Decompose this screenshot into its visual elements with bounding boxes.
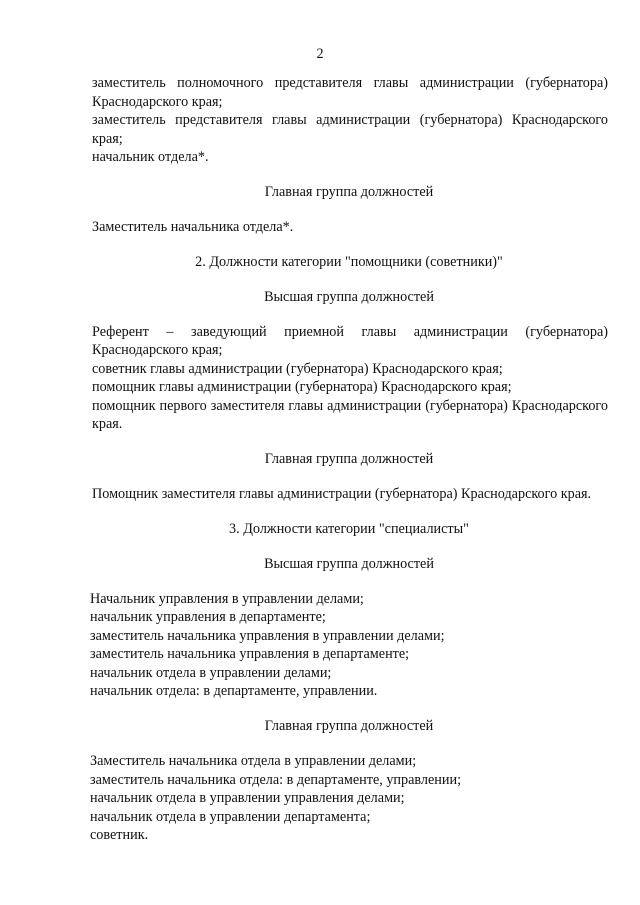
list-item: начальник отдела*.	[92, 149, 209, 165]
list-item: советник.	[90, 827, 149, 843]
list-item: Референт – заведующий приемной главы администрации (губернатора) Краснодарского края;	[92, 323, 608, 358]
position-list-2	[92, 218, 608, 237]
list-item: заместитель начальника управления в управлении делами;	[90, 627, 445, 644]
group-heading-high-2: Высшая группа должностей	[264, 289, 434, 305]
list-item: начальник управления в департаменте;	[90, 609, 326, 625]
list-item: заместитель начальника отдела: в департаменте, управлении;	[90, 771, 462, 788]
list-item: заместитель полномочного представителя главы администрации (губернатора) Краснодарского края;	[92, 75, 608, 110]
list-item: Заместитель начальника отдела в управлении делами;	[90, 753, 417, 769]
document-body	[92, 74, 608, 845]
list-item: начальник отдела в управлении департамента;	[90, 808, 371, 825]
group-heading-main-2: Главная группа должностей	[264, 450, 434, 467]
list-item: советник главы администрации (губернатора) Краснодарского края;	[92, 360, 503, 377]
list-item: начальник отдела в управлении делами;	[90, 664, 332, 681]
group-heading-main-1: Главная группа должностей	[264, 183, 434, 200]
list-item: помощник главы администрации (губернатора) Краснодарского края;	[92, 379, 512, 395]
list-item: Заместитель начальника отдела*.	[92, 219, 294, 235]
position-list-1	[92, 74, 608, 167]
list-item: начальник отдела: в департаменте, управлении.	[90, 683, 378, 699]
section-title-2: 2. Должности категории "помощники (советники)"	[195, 253, 503, 270]
list-item: помощник первого заместителя главы администрации (губернатора) Краснодарского края.	[92, 397, 608, 432]
list-item: Начальник управления в управлении делами;	[90, 590, 364, 607]
list-item: заместитель начальника управления в департаменте;	[90, 646, 410, 662]
list-item: Помощник заместителя главы администрации (губернатора) Краснодарского края.	[92, 486, 592, 502]
section-title-3: 3. Должности категории "специалисты"	[229, 520, 469, 537]
position-list-3	[92, 323, 608, 434]
position-list-5	[92, 590, 608, 701]
page-number: 2	[316, 46, 324, 62]
list-item: начальник отдела в управлении управления делами;	[90, 790, 405, 806]
group-heading-high-3: Высшая группа должностей	[264, 556, 434, 572]
position-list-4	[92, 485, 608, 504]
position-list-6	[92, 752, 608, 845]
group-heading-main-3: Главная группа должностей	[264, 717, 434, 734]
list-item: заместитель представителя главы администрации (губернатора) Краснодарского края;	[92, 112, 608, 147]
